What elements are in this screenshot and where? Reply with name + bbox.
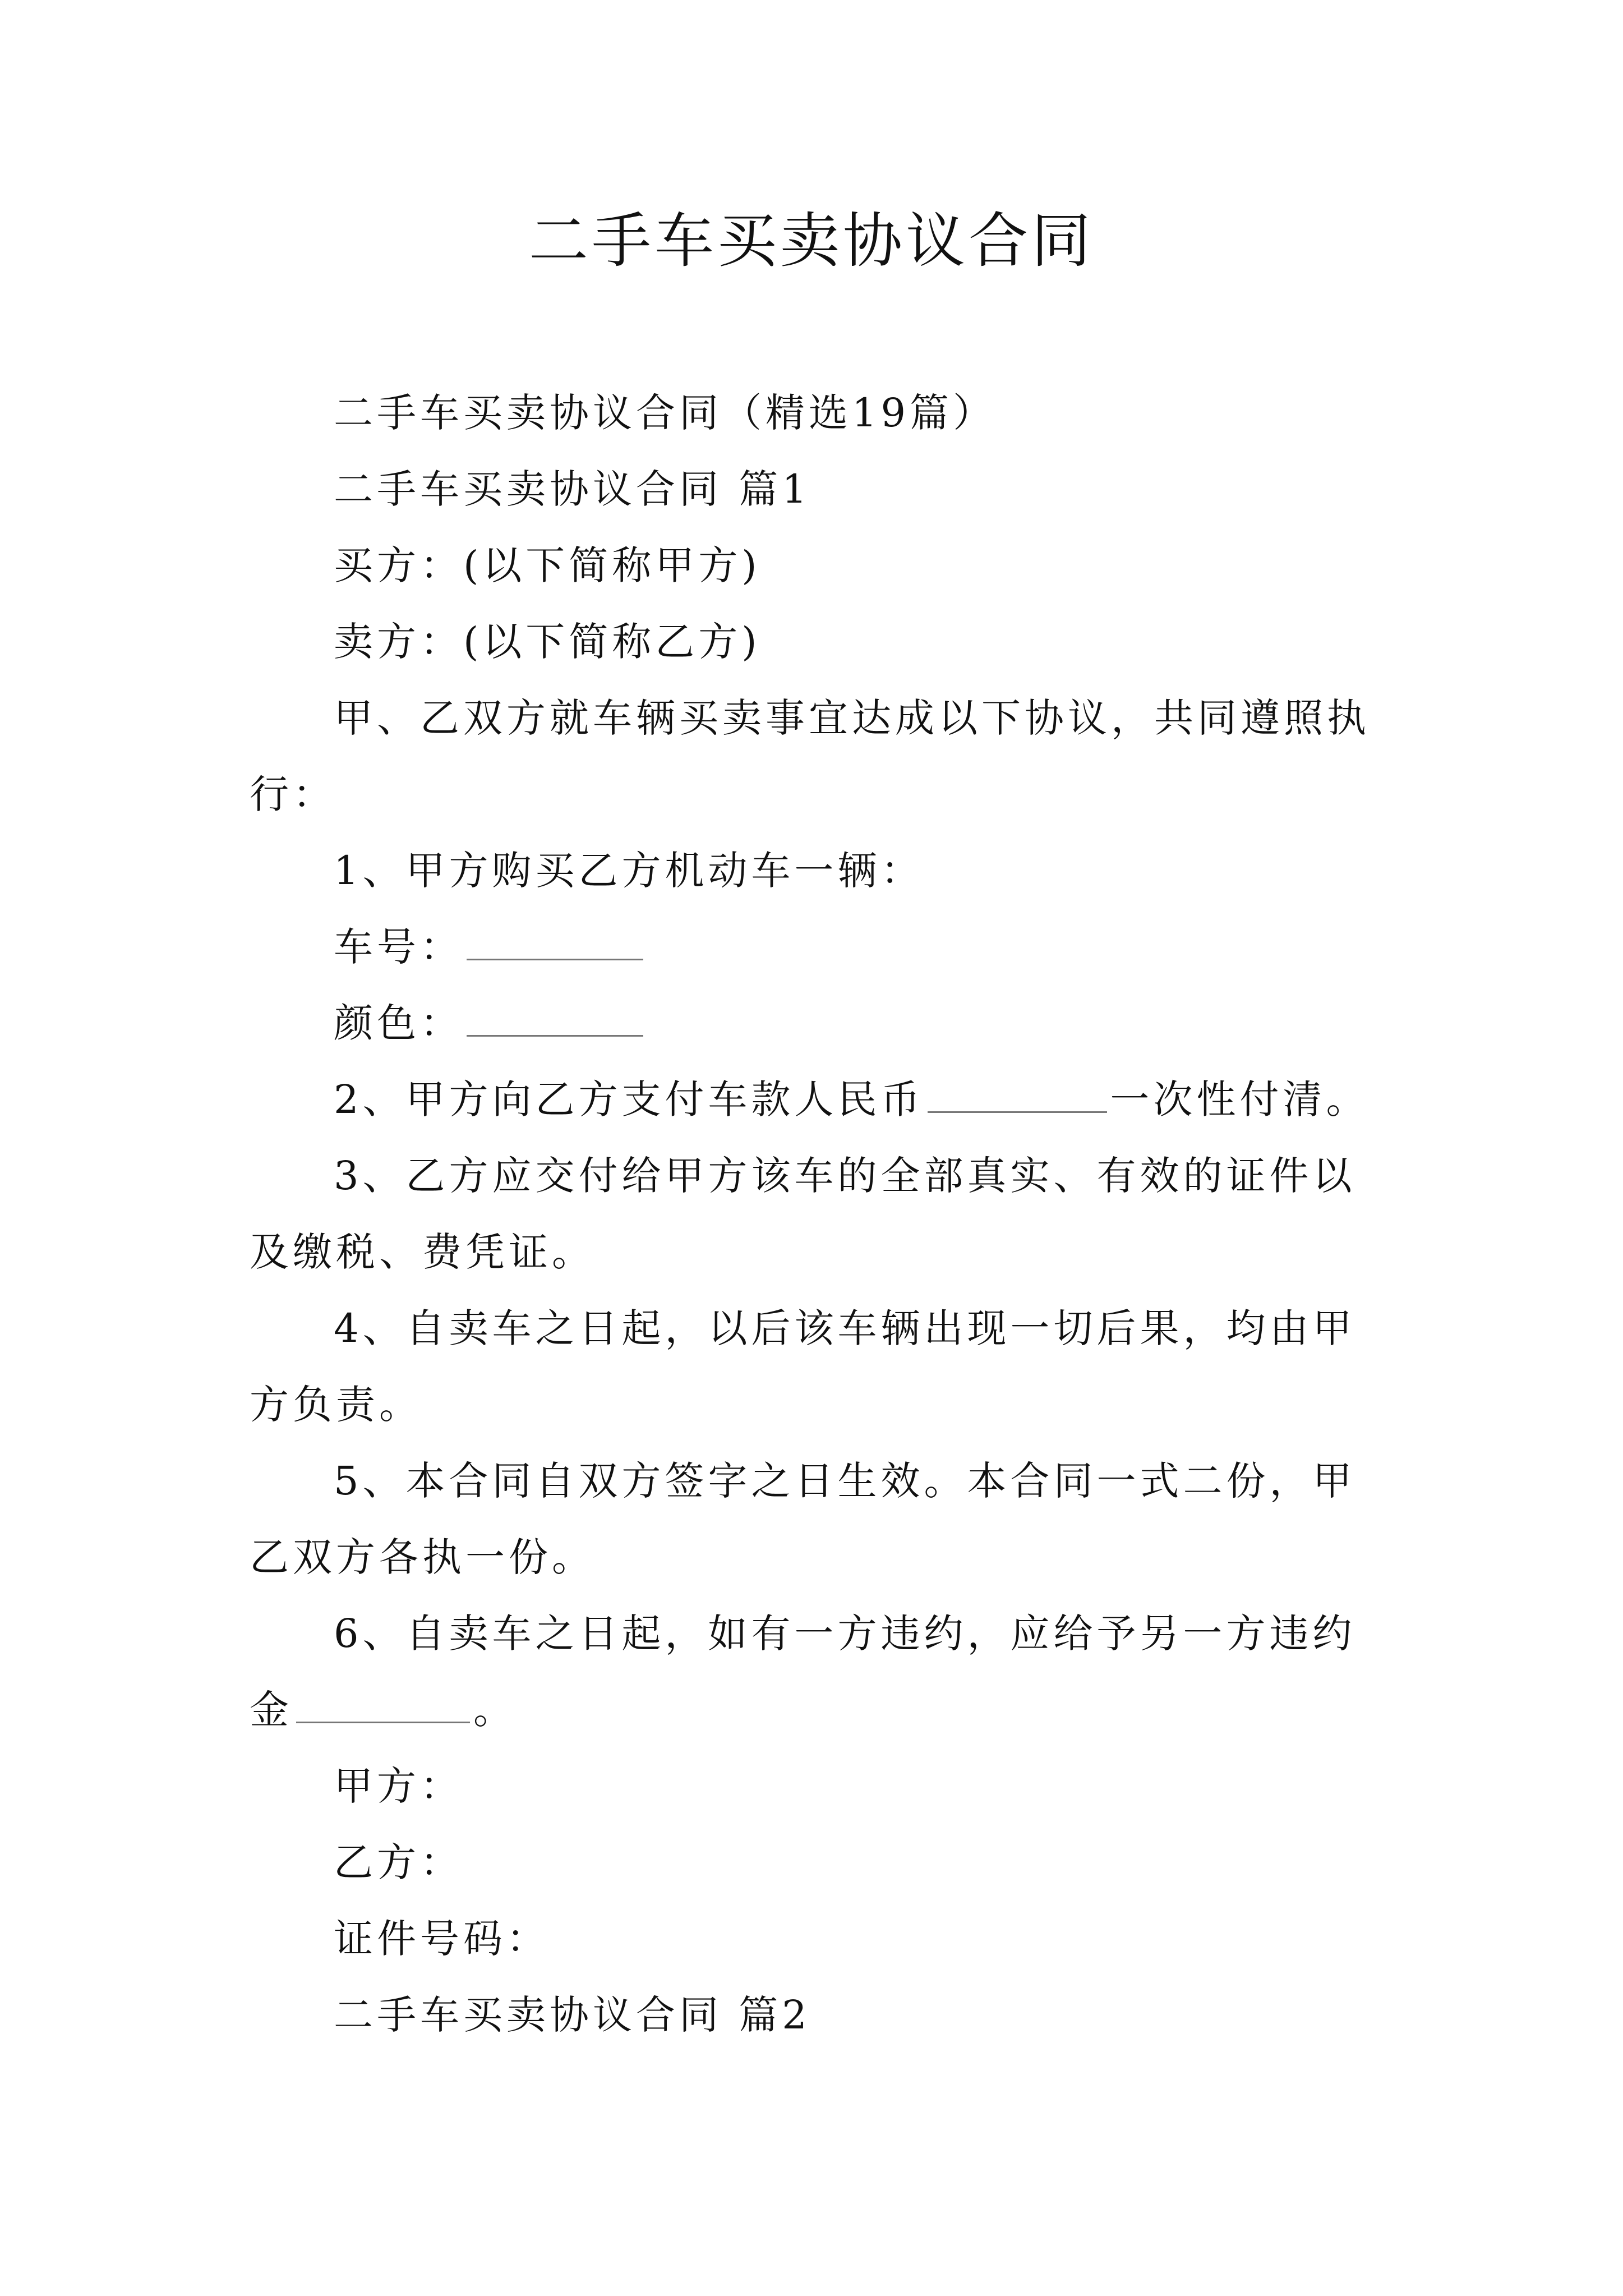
- clause-4: 4、自卖车之日起，以后该车辆出现一切后果，均由甲: [334, 1305, 1356, 1351]
- agreement-intro: 甲、乙双方就车辆买卖事宜达成以下协议，共同遵照执: [334, 695, 1370, 741]
- section-heading-2: 二手车买卖协议合同 篇2: [334, 1992, 811, 2038]
- clause-4-continued: 方负责。: [250, 1382, 422, 1428]
- penalty-amount-blank: [296, 1682, 470, 1723]
- clause-6-suffix: 。: [473, 1687, 517, 1733]
- clause-3-continued: 及缴税、费凭证。: [250, 1229, 595, 1275]
- clause-2: [250, 1061, 1391, 1138]
- clause-1: 1、甲方购买乙方机动车一辆：: [334, 848, 924, 894]
- plate-number-blank: [467, 919, 643, 960]
- color-label: 颜色：: [334, 1000, 463, 1046]
- section-heading-1: 二手车买卖协议合同 篇1: [334, 466, 811, 512]
- clause-3: 3、乙方应交付给甲方该车的全部真实、有效的证件以: [334, 1153, 1356, 1199]
- payment-amount-blank: [928, 1072, 1107, 1113]
- buyer-line: 买方：(以下简称甲方): [334, 542, 761, 588]
- plate-number-line: [250, 909, 1391, 985]
- party-a-signature: 甲方：: [334, 1763, 463, 1809]
- plate-number-label: 车号：: [334, 924, 463, 970]
- collection-heading: 二手车买卖协议合同（精选19篇）: [334, 390, 997, 436]
- clause-6-prefix: 金: [250, 1687, 293, 1733]
- clause-5-continued: 乙双方各执一份。: [250, 1534, 595, 1580]
- color-line: [250, 985, 1391, 1061]
- clause-2-suffix: 一次性付清。: [1110, 1076, 1370, 1122]
- document-title: 二手车买卖协议合同: [529, 206, 1094, 275]
- color-blank: [467, 996, 643, 1037]
- clause-5: 5、本合同自双方签字之日生效。本合同一式二份，甲: [334, 1458, 1356, 1504]
- agreement-intro-continued: 行：: [250, 771, 336, 817]
- party-b-signature: 乙方：: [334, 1839, 463, 1885]
- id-number-line: 证件号码：: [334, 1916, 550, 1962]
- clause-6-continued: [250, 1672, 1391, 1748]
- document-body: [250, 375, 1391, 2053]
- clause-6: 6、自卖车之日起，如有一方违约，应给予另一方违约: [334, 1611, 1356, 1657]
- seller-line: 卖方：(以下简称乙方): [334, 619, 761, 665]
- clause-2-text: 2、甲方向乙方支付车款人民币: [334, 1076, 924, 1122]
